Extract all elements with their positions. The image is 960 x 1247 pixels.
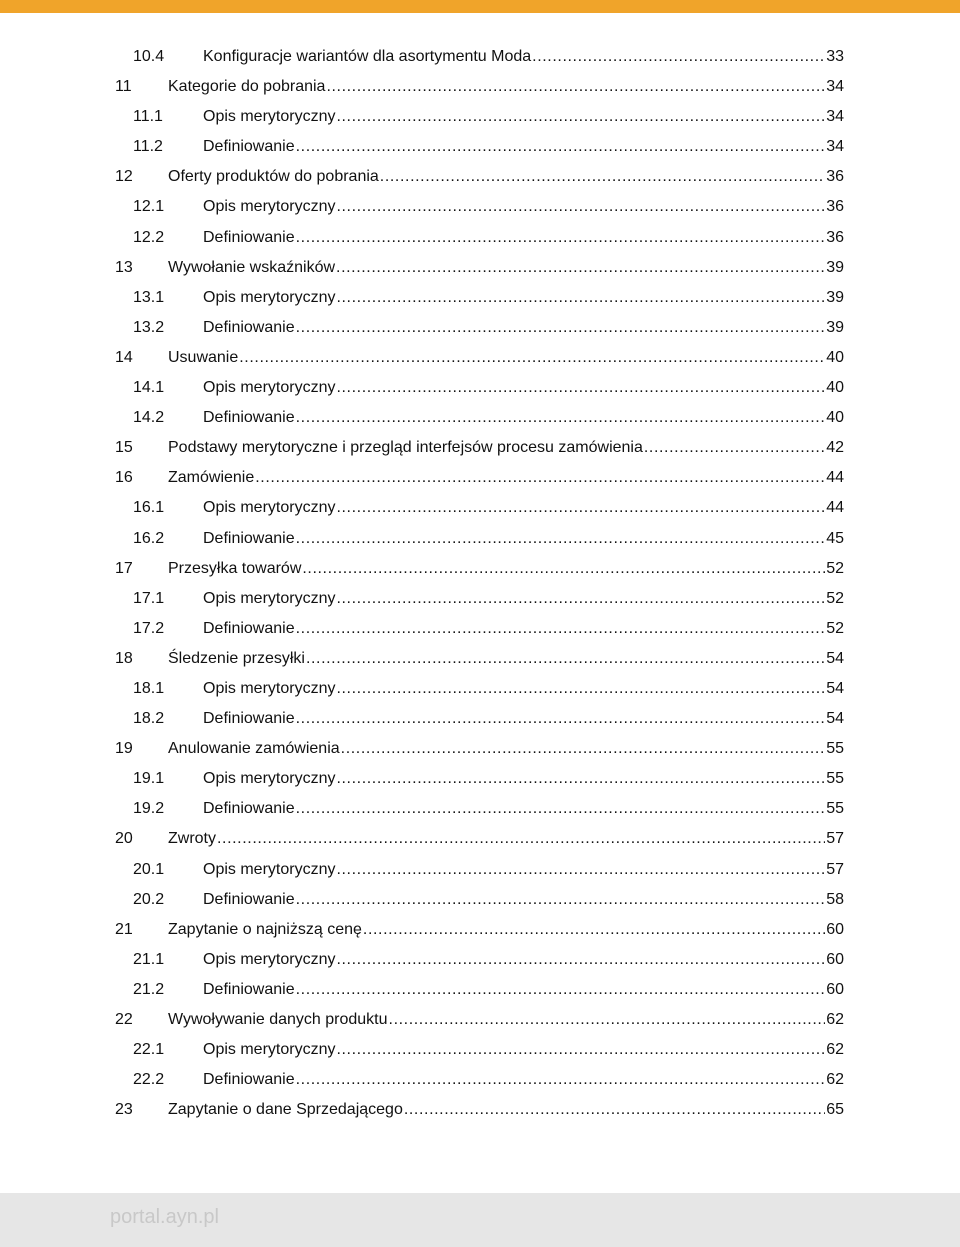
toc-entry-page-number: 57 [826, 830, 844, 848]
toc-dot-leader [532, 42, 825, 72]
toc-entry[interactable] [0, 373, 960, 403]
toc-entry-title: Zamówienie [168, 469, 255, 487]
toc-entry-page-number: 44 [826, 499, 844, 517]
toc-entry-number: 11.2 [133, 138, 163, 156]
toc-entry-leader-line [168, 644, 844, 674]
toc-entry-page-number: 42 [826, 439, 844, 457]
toc-entry-number: 14.2 [133, 409, 165, 427]
toc-entry-title: Anulowanie zamówienia [168, 740, 340, 758]
toc-entry[interactable] [0, 132, 960, 162]
toc-entry-number: 15 [115, 439, 133, 457]
toc-entry-page-number: 33 [826, 48, 844, 65]
toc-entry-number: 19 [115, 740, 133, 758]
toc-entry[interactable] [0, 824, 960, 854]
toc-entry-leader-line [203, 524, 844, 554]
toc-entry-title: Definiowanie [203, 409, 295, 427]
toc-entry-leader-line [168, 824, 844, 854]
toc-entry-leader-line [203, 493, 844, 523]
toc-entry-title: Definiowanie [203, 228, 295, 246]
toc-entry-title: Opis merytoryczny [203, 770, 336, 788]
toc-entry-page-number: 60 [826, 980, 844, 998]
toc-entry-leader-line [168, 433, 844, 463]
toc-entry-page-number: 55 [826, 740, 844, 758]
toc-entry-title: Opis merytoryczny [203, 1041, 336, 1059]
toc-entry-page-number: 57 [826, 860, 844, 878]
toc-entry-page-number: 34 [826, 78, 844, 96]
toc-dot-leader [255, 463, 825, 493]
toc-entry-page-number: 54 [826, 679, 844, 697]
toc-dot-leader [217, 824, 825, 854]
toc-entry-number: 19.2 [133, 800, 165, 818]
toc-entry-title: Opis merytoryczny [203, 499, 336, 517]
toc-entry-number: 11.1 [133, 108, 163, 126]
toc-entry-leader-line [203, 885, 844, 915]
toc-entry-page-number: 40 [826, 379, 844, 397]
toc-entry-title: Definiowanie [203, 529, 295, 547]
toc-entry-leader-line [203, 192, 844, 222]
toc-entry-title: Definiowanie [203, 710, 295, 728]
toc-entry-leader-line [203, 403, 844, 433]
toc-entry-leader-line [203, 313, 844, 343]
toc-entry[interactable] [0, 885, 960, 915]
toc-entry-leader-line [168, 253, 844, 283]
toc-dot-leader [302, 554, 825, 584]
toc-entry-page-number: 40 [826, 348, 844, 366]
toc-entry-title: Śledzenie przesyłki [168, 649, 305, 667]
toc-entry[interactable] [0, 794, 960, 824]
toc-entry-title: Zwroty [168, 830, 216, 848]
toc-dot-leader [296, 223, 826, 253]
toc-entry-number: 11 [115, 78, 132, 96]
footer-site-label: portal.ayn.pl [110, 1206, 219, 1228]
toc-dot-leader [336, 253, 825, 283]
toc-entry[interactable] [0, 975, 960, 1005]
toc-entry[interactable] [0, 734, 960, 764]
toc-entry-title: Usuwanie [168, 348, 239, 366]
toc-entry-number: 17 [115, 559, 133, 577]
toc-entry-leader-line [168, 915, 844, 945]
toc-entry-leader-line [203, 132, 844, 162]
toc-entry-title: Opis merytoryczny [203, 379, 336, 397]
toc-entry-title: Zapytanie o najniższą cenę [168, 920, 362, 938]
toc-entry-title: Przesyłka towarów [168, 559, 302, 577]
toc-entry-page-number: 36 [826, 168, 844, 186]
toc-dot-leader [296, 975, 826, 1005]
toc-entry-leader-line [168, 1005, 844, 1035]
toc-entry-page-number: 60 [826, 950, 844, 968]
toc-dot-leader [336, 1035, 825, 1065]
toc-dot-leader [336, 674, 825, 704]
toc-entry-leader-line [203, 855, 844, 885]
toc-entry-title: Opis merytoryczny [203, 679, 336, 697]
toc-entry-page-number: 62 [826, 1071, 844, 1089]
toc-entry-page-number: 36 [826, 198, 844, 216]
toc-entry[interactable] [0, 343, 960, 373]
toc-entry[interactable] [0, 644, 960, 674]
toc-entry-number: 16 [115, 469, 133, 487]
toc-entry[interactable] [0, 584, 960, 614]
toc-entry-number: 20 [115, 830, 133, 848]
toc-entry-leader-line [203, 614, 844, 644]
toc-dot-leader [336, 102, 825, 132]
toc-entry[interactable] [0, 223, 960, 253]
toc-dot-leader [336, 945, 825, 975]
toc-dot-leader [296, 704, 826, 734]
toc-entry-number: 14 [115, 348, 133, 366]
toc-dot-leader [644, 433, 825, 463]
toc-entry-title: Opis merytoryczny [203, 198, 336, 216]
toc-dot-leader [404, 1095, 825, 1125]
toc-entry-leader-line [203, 102, 844, 132]
toc-entry-title: Kategorie do pobrania [168, 78, 326, 96]
toc-entry[interactable] [0, 162, 960, 192]
toc-entry-number: 13.1 [133, 288, 165, 306]
toc-entry[interactable] [0, 313, 960, 343]
toc-dot-leader [239, 343, 825, 373]
toc-entry-page-number: 55 [826, 800, 844, 818]
toc-entry[interactable] [0, 192, 960, 222]
toc-entry[interactable] [0, 614, 960, 644]
toc-entry[interactable] [0, 1065, 960, 1095]
toc-entry[interactable] [0, 283, 960, 313]
toc-entry-leader-line [203, 674, 844, 704]
toc-entry-leader-line [168, 162, 844, 192]
toc-entry-number: 17.1 [133, 589, 165, 607]
toc-entry-title: Opis merytoryczny [203, 860, 336, 878]
toc-entry[interactable] [0, 764, 960, 794]
toc-entry-title: Opis merytoryczny [203, 589, 336, 607]
toc-entry-page-number: 54 [826, 710, 844, 728]
toc-entry-number: 16.1 [133, 499, 165, 517]
toc-entry-page-number: 52 [826, 589, 844, 607]
toc-entry-number: 22.1 [133, 1041, 165, 1059]
toc-entry-number: 16.2 [133, 529, 165, 547]
toc-entry-leader-line [203, 1065, 844, 1095]
toc-entry-leader-line [203, 1035, 844, 1065]
toc-dot-leader [336, 855, 825, 885]
toc-entry-leader-line [203, 975, 844, 1005]
toc-entry-title: Zapytanie o dane Sprzedającego [168, 1101, 403, 1119]
toc-entry-title: Oferty produktów do pobrania [168, 168, 379, 186]
toc-entry-page-number: 34 [826, 108, 844, 126]
toc-entry-page-number: 52 [826, 619, 844, 637]
toc-entry[interactable] [0, 433, 960, 463]
toc-entry[interactable] [0, 855, 960, 885]
toc-entry[interactable] [0, 915, 960, 945]
toc-entry-number: 22.2 [133, 1071, 165, 1089]
toc-entry-page-number: 36 [826, 228, 844, 246]
toc-entry-page-number: 62 [826, 1041, 844, 1059]
toc-dot-leader [296, 794, 826, 824]
toc-entry-leader-line [203, 584, 844, 614]
toc-dot-leader [296, 403, 826, 433]
toc-dot-leader [363, 915, 825, 945]
toc-entry[interactable] [0, 1035, 960, 1065]
toc-dot-leader [306, 644, 825, 674]
toc-entry-title: Wywołanie wskaźników [168, 258, 336, 276]
toc-dot-leader [296, 614, 826, 644]
toc-dot-leader [389, 1005, 826, 1035]
toc-entry-page-number: 52 [826, 559, 844, 577]
toc-dot-leader [326, 72, 825, 102]
toc-entry-leader-line [203, 373, 844, 403]
toc-entry-number: 17.2 [133, 619, 165, 637]
toc-dot-leader [336, 584, 825, 614]
toc-entry-title: Definiowanie [203, 138, 295, 156]
toc-entry-number: 22 [115, 1011, 133, 1028]
toc-entry-number: 12.1 [133, 198, 165, 216]
toc-entry-page-number: 44 [826, 469, 844, 487]
toc-entry-leader-line [203, 223, 844, 253]
toc-entry-leader-line [168, 554, 844, 584]
toc-entry-leader-line [203, 283, 844, 313]
toc-entry-page-number: 62 [826, 1011, 844, 1028]
toc-entry[interactable] [0, 945, 960, 975]
toc-entry-leader-line [168, 734, 844, 764]
toc-entry-number: 18 [115, 649, 133, 667]
toc-entry-page-number: 55 [826, 770, 844, 788]
toc-entry-number: 19.1 [133, 770, 165, 788]
toc-entry-title: Konfiguracje wariantów dla asortymentu Moda [203, 48, 532, 65]
toc-dot-leader [380, 162, 825, 192]
toc-entry-number: 13.2 [133, 318, 165, 336]
toc-entry-number: 21.1 [133, 950, 165, 968]
toc-dot-leader [341, 734, 826, 764]
toc-entry-leader-line [203, 945, 844, 975]
toc-dot-leader [336, 493, 825, 523]
toc-entry-page-number: 39 [826, 288, 844, 306]
toc-entry-number: 12.2 [133, 228, 165, 246]
toc-entry-number: 13 [115, 258, 133, 276]
toc-entry-number: 21.2 [133, 980, 165, 998]
toc-dot-leader [296, 132, 826, 162]
toc-entry[interactable] [0, 42, 960, 72]
toc-dot-leader [296, 1065, 826, 1095]
toc-entry-title: Definiowanie [203, 980, 295, 998]
toc-entry[interactable] [0, 524, 960, 554]
toc-entry[interactable] [0, 463, 960, 493]
toc-entry-number: 20.1 [133, 860, 165, 878]
toc-entry[interactable] [0, 253, 960, 283]
top-accent-bar [0, 0, 960, 13]
toc-entry-leader-line [168, 463, 844, 493]
table-of-contents [0, 42, 960, 1125]
toc-entry-page-number: 39 [826, 318, 844, 336]
toc-entry-title: Opis merytoryczny [203, 288, 336, 306]
toc-entry-leader-line [203, 704, 844, 734]
toc-entry[interactable] [0, 1095, 960, 1125]
toc-entry-page-number: 58 [826, 890, 844, 908]
toc-dot-leader [336, 283, 825, 313]
toc-entry-page-number: 45 [826, 529, 844, 547]
toc-entry-leader-line [203, 764, 844, 794]
toc-entry-leader-line [203, 794, 844, 824]
toc-entry-title: Definiowanie [203, 800, 295, 818]
toc-entry-title: Definiowanie [203, 1071, 295, 1089]
toc-dot-leader [296, 885, 826, 915]
toc-entry-title: Definiowanie [203, 619, 295, 637]
toc-dot-leader [296, 524, 826, 554]
toc-dot-leader [336, 192, 825, 222]
toc-entry[interactable] [0, 493, 960, 523]
toc-entry-number: 18.1 [133, 679, 165, 697]
toc-entry-title: Wywoływanie danych produktu [168, 1011, 388, 1028]
toc-entry-leader-line [168, 72, 844, 102]
toc-entry[interactable] [0, 674, 960, 704]
toc-entry-title: Definiowanie [203, 318, 295, 336]
toc-entry-page-number: 39 [826, 258, 844, 276]
toc-entry-number: 21 [115, 920, 133, 938]
toc-dot-leader [336, 764, 825, 794]
toc-entry-number: 12 [115, 168, 133, 186]
toc-entry-leader-line [203, 42, 844, 72]
toc-entry-title: Opis merytoryczny [203, 950, 336, 968]
toc-entry-leader-line [168, 343, 844, 373]
toc-entry-page-number: 34 [826, 138, 844, 156]
toc-entry-page-number: 40 [826, 409, 844, 427]
toc-entry-leader-line [168, 1095, 844, 1125]
toc-entry[interactable] [0, 72, 960, 102]
toc-entry[interactable] [0, 704, 960, 734]
toc-entry-title: Podstawy merytoryczne i przegląd interfejsów procesu zamówienia [168, 439, 643, 457]
toc-dot-leader [296, 313, 826, 343]
toc-entry-title: Definiowanie [203, 890, 295, 908]
toc-entry-number: 18.2 [133, 710, 165, 728]
toc-entry-page-number: 54 [826, 649, 844, 667]
toc-entry-page-number: 60 [826, 920, 844, 938]
toc-entry-number: 23 [115, 1101, 133, 1119]
toc-dot-leader [336, 373, 825, 403]
toc-entry-number: 14.1 [133, 379, 165, 397]
toc-entry-number: 10.4 [133, 48, 165, 65]
toc-entry-number: 20.2 [133, 890, 165, 908]
toc-entry-title: Opis merytoryczny [203, 108, 336, 126]
toc-entry[interactable] [0, 554, 960, 584]
toc-entry-page-number: 65 [826, 1101, 844, 1119]
toc-entry[interactable] [0, 403, 960, 433]
toc-entry[interactable] [0, 102, 960, 132]
toc-entry[interactable] [0, 1005, 960, 1035]
